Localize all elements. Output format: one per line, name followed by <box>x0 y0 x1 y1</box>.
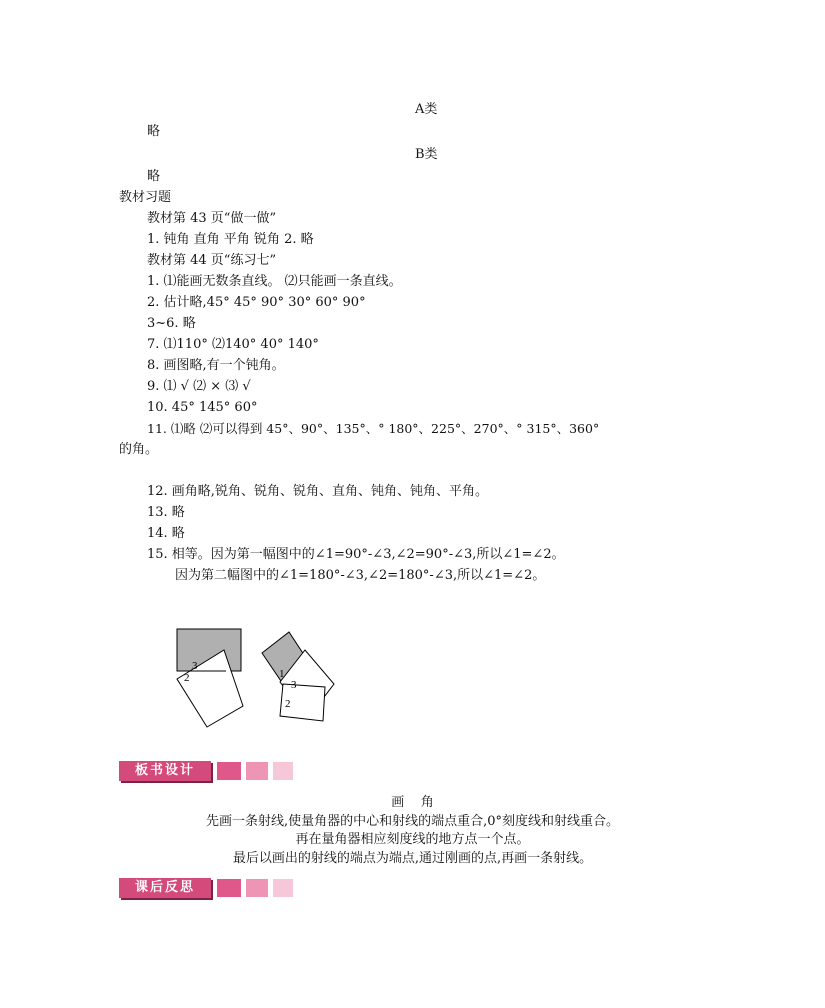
decor-square-3 <box>273 762 293 780</box>
answer-10: 10. 45° 145° 60° <box>147 400 258 415</box>
reflection-tag: 课后反思 <box>119 878 211 898</box>
answer-1: 1. ⑴能画无数条直线。 ⑵只能画一条直线。 <box>147 274 402 289</box>
decor-square-3 <box>273 879 293 897</box>
board-design-title: 画 角 <box>391 795 434 810</box>
p44-title: 教材第 44 页“练习七” <box>147 253 277 268</box>
figure-1 <box>177 629 243 727</box>
answer-13: 13. 略 <box>147 505 185 520</box>
decor-square-2 <box>246 762 268 780</box>
board-design-tag: 板书设计 <box>119 761 211 781</box>
figure-2-label-3: 3 <box>291 679 297 691</box>
angle-figures <box>160 620 360 732</box>
figure-1-label-2: 2 <box>184 672 190 684</box>
answer-9: 9. ⑴ √ ⑵ × ⑶ √ <box>147 379 251 394</box>
heading-b: B类 <box>415 147 438 162</box>
board-design-line-2: 再在量角器相应刻度线的地方点一个点。 <box>295 832 530 847</box>
b-content: 略 <box>147 169 161 184</box>
answer-14: 14. 略 <box>147 526 185 541</box>
answer-15-cont: 因为第二幅图中的∠1=180°-∠3,∠2=180°-∠3,所以∠1=∠2。 <box>175 568 546 583</box>
decor-square-1 <box>217 762 241 780</box>
answer-8: 8. 画图略,有一个钝角。 <box>147 358 285 373</box>
answer-7: 7. ⑴110° ⑵140° 40° 140° <box>147 337 319 352</box>
answer-11: 11. ⑴略 ⑵可以得到 45°、90°、135°、° 180°、225°、270°、° 315°、360° <box>147 421 600 436</box>
p43-answers: 1. 钝角 直角 平角 锐角 2. 略 <box>147 232 314 247</box>
figure-2-label-2: 2 <box>285 698 291 710</box>
answer-3-6: 3~6. 略 <box>147 316 196 331</box>
a-content: 略 <box>147 124 161 139</box>
answer-2: 2. 估计略,45° 45° 90° 30° 60° 90° <box>147 295 366 310</box>
answer-11-cont: 的角。 <box>119 442 159 457</box>
decor-square-1 <box>217 879 241 897</box>
answer-12: 12. 画角略,锐角、锐角、锐角、直角、钝角、钝角、平角。 <box>147 484 488 499</box>
answer-15: 15. 相等。因为第一幅图中的∠1=90°-∠3,∠2=90°-∠3,所以∠1=∠2。 <box>147 547 565 562</box>
figure-1-label-3: 3 <box>192 660 198 672</box>
reflection-header <box>119 878 295 900</box>
figure-2-label-1: 1 <box>279 668 285 680</box>
section-title: 教材习题 <box>119 190 172 205</box>
decor-square-2 <box>246 879 268 897</box>
heading-a: A类 <box>415 102 438 117</box>
p43-title: 教材第 43 页“做一做” <box>147 211 277 226</box>
figure-2 <box>262 632 334 721</box>
board-design-line-1: 先画一条射线,使量角器的中心和射线的端点重合,0°刻度线和射线重合。 <box>205 814 620 829</box>
board-design-line-3: 最后以画出的射线的端点为端点,通过刚画的点,再画一条射线。 <box>232 851 593 866</box>
board-design-header <box>119 761 295 783</box>
